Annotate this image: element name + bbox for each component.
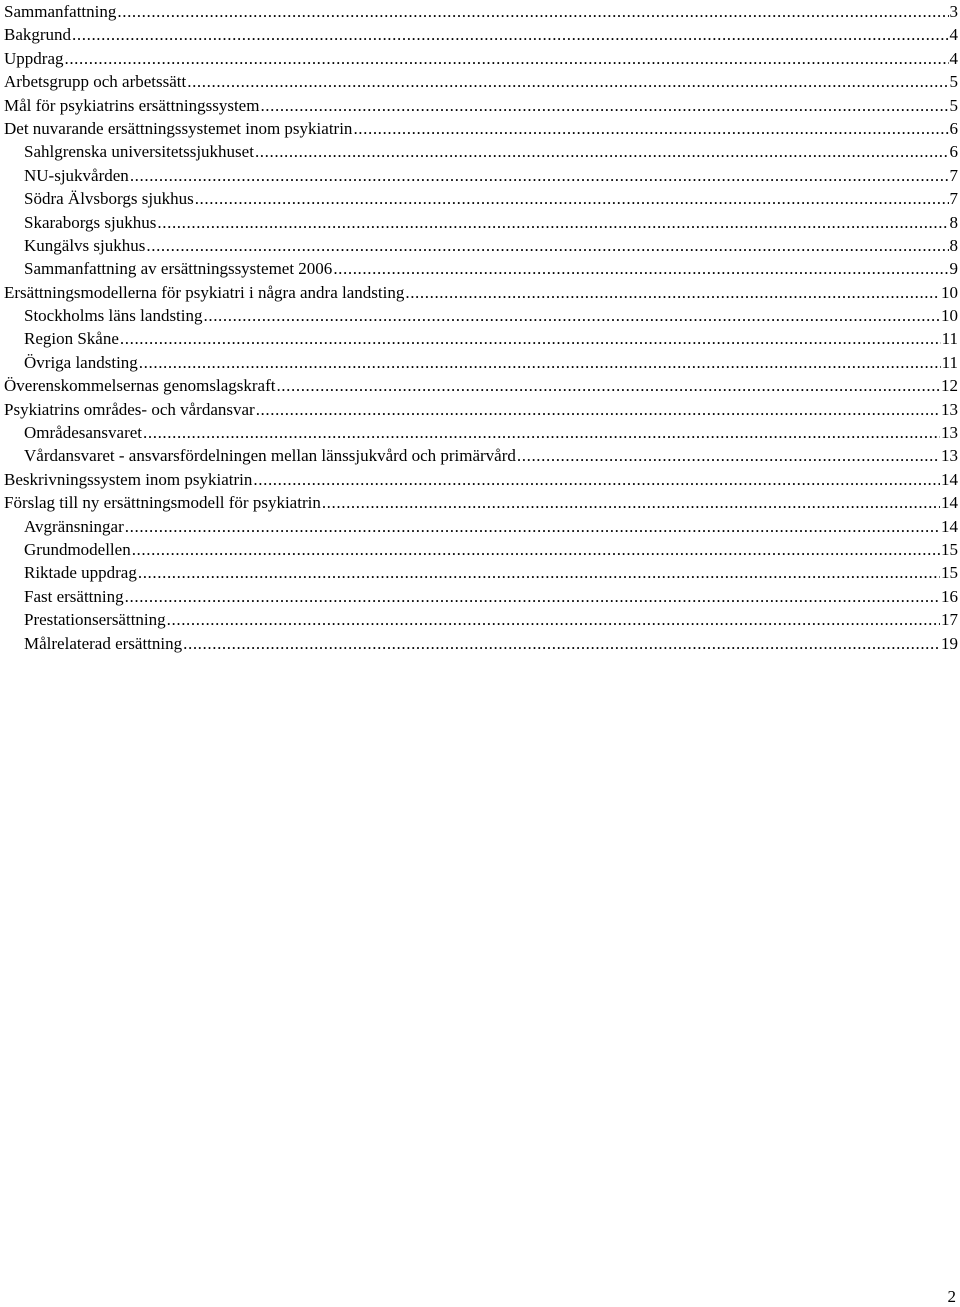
toc-entry[interactable] <box>4 70 958 93</box>
toc-entry-page: 6 <box>949 142 958 162</box>
toc-entry-page: 14 <box>941 469 958 489</box>
toc-entry-title: NU-sjukvården <box>24 165 129 185</box>
toc-entry[interactable] <box>4 94 958 117</box>
toc-entry-title: Grundmodellen <box>24 539 131 559</box>
toc-entry-page: 15 <box>941 539 958 559</box>
toc-entry-page: 10 <box>941 282 958 302</box>
toc-entry-page: 4 <box>949 48 958 68</box>
toc-entry[interactable] <box>4 23 958 46</box>
toc-entry[interactable] <box>4 608 958 631</box>
toc-entry-title: Målrelaterad ersättning <box>24 633 183 653</box>
toc-entry[interactable] <box>4 421 958 444</box>
toc-dot-leader <box>195 187 949 210</box>
toc-entry-title: Förslag till ny ersättningsmodell för psykiatrin <box>4 493 321 513</box>
toc-entry-page: 11 <box>941 352 958 372</box>
toc-entry-title: Bakgrund <box>4 25 72 45</box>
table-of-contents <box>4 0 958 655</box>
toc-entry[interactable] <box>4 187 958 210</box>
toc-entry-page: 19 <box>941 633 958 653</box>
toc-entry-title: Kungälvs sjukhus <box>24 235 146 255</box>
toc-entry-page: 4 <box>949 25 958 45</box>
toc-entry-title: Ersättningsmodellerna för psykiatri i några andra landsting <box>4 282 405 302</box>
toc-dot-leader <box>146 234 948 257</box>
toc-entry[interactable] <box>4 468 958 491</box>
toc-entry[interactable] <box>4 0 958 23</box>
toc-entry-page: 7 <box>949 165 958 185</box>
toc-dot-leader <box>138 561 940 584</box>
toc-entry-page: 5 <box>949 95 958 115</box>
toc-dot-leader <box>276 374 940 397</box>
toc-dot-leader <box>255 140 949 163</box>
toc-dot-leader <box>204 304 941 327</box>
toc-dot-leader <box>64 47 948 70</box>
toc-entry-page: 17 <box>941 610 958 630</box>
toc-entry[interactable] <box>4 211 958 234</box>
toc-entry-page: 11 <box>941 329 958 349</box>
toc-entry-page: 16 <box>941 586 958 606</box>
toc-entry-title: Avgränsningar <box>24 516 124 536</box>
toc-dot-leader <box>130 164 949 187</box>
toc-entry-title: Stockholms läns landsting <box>24 306 203 326</box>
toc-dot-leader <box>120 327 941 350</box>
toc-dot-leader <box>139 351 941 374</box>
toc-entry-title: Arbetsgrupp och arbetssätt <box>4 72 187 92</box>
toc-entry[interactable] <box>4 164 958 187</box>
toc-entry[interactable] <box>4 491 958 514</box>
toc-entry-page: 10 <box>941 306 958 326</box>
toc-entry[interactable] <box>4 515 958 538</box>
toc-entry-page: 15 <box>941 563 958 583</box>
toc-dot-leader <box>72 23 948 46</box>
toc-entry[interactable] <box>4 538 958 561</box>
toc-entry[interactable] <box>4 351 958 374</box>
toc-entry[interactable] <box>4 374 958 397</box>
toc-entry-title: Sammanfattning <box>4 2 117 21</box>
toc-entry[interactable] <box>4 398 958 421</box>
toc-dot-leader <box>143 421 940 444</box>
toc-entry-title: Vårdansvaret - ansvarsfördelningen mellan länssjukvård och primärvård <box>24 446 516 466</box>
toc-dot-leader <box>517 444 940 467</box>
toc-dot-leader <box>187 70 948 93</box>
toc-entry-title: Fast ersättning <box>24 586 124 606</box>
toc-entry[interactable] <box>4 117 958 140</box>
toc-entry[interactable] <box>4 304 958 327</box>
toc-entry[interactable] <box>4 585 958 608</box>
toc-dot-leader <box>183 632 940 655</box>
toc-dot-leader <box>322 491 940 514</box>
toc-dot-leader <box>157 211 948 234</box>
toc-entry[interactable] <box>4 632 958 655</box>
toc-entry[interactable] <box>4 140 958 163</box>
toc-entry[interactable] <box>4 444 958 467</box>
toc-dot-leader <box>253 468 940 491</box>
toc-dot-leader <box>132 538 940 561</box>
toc-entry-page: 13 <box>941 399 958 419</box>
toc-entry-page: 9 <box>949 259 958 279</box>
page-number: 2 <box>947 1287 956 1306</box>
toc-dot-leader <box>256 398 940 421</box>
toc-entry-page: 13 <box>941 423 958 443</box>
toc-entry-page: 6 <box>949 118 958 138</box>
toc-entry[interactable] <box>4 47 958 70</box>
toc-entry-page: 3 <box>949 2 958 21</box>
toc-dot-leader <box>353 117 948 140</box>
toc-entry[interactable] <box>4 327 958 350</box>
toc-dot-leader <box>125 515 940 538</box>
toc-entry[interactable] <box>4 561 958 584</box>
toc-entry-title: Överenskommelsernas genomslagskraft <box>4 376 276 396</box>
toc-entry-page: 5 <box>949 72 958 92</box>
toc-entry-page: 12 <box>941 376 958 396</box>
toc-entry-page: 13 <box>941 446 958 466</box>
toc-entry-title: Psykiatrins områdes- och vårdansvar <box>4 399 255 419</box>
toc-dot-leader <box>167 608 940 631</box>
toc-dot-leader <box>333 257 948 280</box>
toc-entry-title: Sammanfattning av ersättningssystemet 2006 <box>24 259 333 279</box>
toc-entry-title: Det nuvarande ersättningssystemet inom psykiatrin <box>4 118 353 138</box>
toc-entry[interactable] <box>4 281 958 304</box>
toc-entry-title: Områdesansvaret <box>24 423 143 443</box>
toc-entry-page: 14 <box>941 516 958 536</box>
toc-dot-leader <box>260 94 948 117</box>
toc-entry-page: 14 <box>941 493 958 513</box>
toc-entry-title: Prestationsersättning <box>24 610 166 630</box>
toc-entry-title: Riktade uppdrag <box>24 563 137 583</box>
toc-entry[interactable] <box>4 257 958 280</box>
toc-entry-title: Sahlgrenska universitetssjukhuset <box>24 142 254 162</box>
toc-entry-title: Södra Älvsborgs sjukhus <box>24 189 194 209</box>
toc-entry-title: Mål för psykiatrins ersättningssystem <box>4 95 260 115</box>
toc-entry-title: Region Skåne <box>24 329 119 349</box>
toc-entry-page: 8 <box>949 235 958 255</box>
toc-entry-title: Beskrivningssystem inom psykiatrin <box>4 469 253 489</box>
toc-entry-title: Uppdrag <box>4 48 64 68</box>
toc-dot-leader <box>405 281 940 304</box>
toc-dot-leader <box>117 0 948 23</box>
toc-entry-title: Skaraborgs sjukhus <box>24 212 157 232</box>
toc-entry-page: 7 <box>949 189 958 209</box>
toc-entry-title: Övriga landsting <box>24 352 138 372</box>
toc-dot-leader <box>125 585 940 608</box>
toc-entry-page: 8 <box>949 212 958 232</box>
toc-entry[interactable] <box>4 234 958 257</box>
